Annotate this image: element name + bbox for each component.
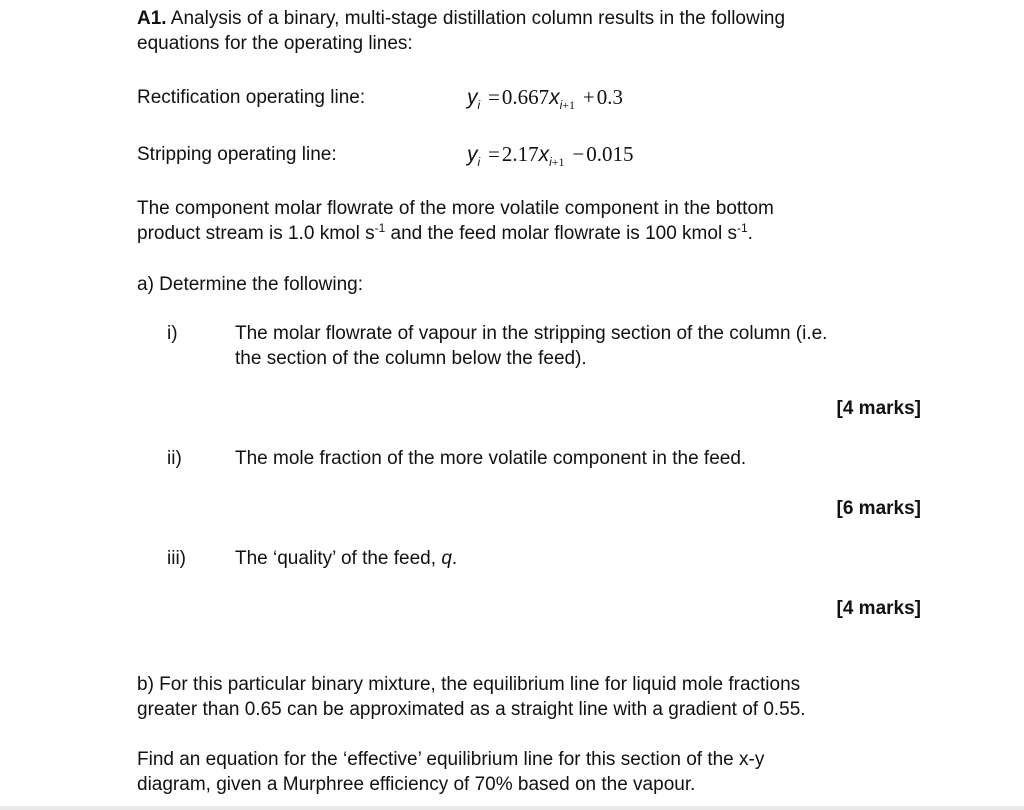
rectification-label: Rectification operating line: (137, 87, 366, 108)
part-a-heading: a) Determine the following: (137, 274, 363, 295)
stripping-equation: $y_i =2.17x_{i+1} -0.015$ (467, 142, 634, 169)
question-label: A1. (137, 8, 167, 29)
item-i-marks: [4 marks] (836, 398, 921, 419)
intro-line-1 (137, 6, 785, 31)
flow-line-2: product stream is 1.0 kmol $s^{-1}$ and the feed molar flowrate is 100 kmol $s^{-1}$. (137, 221, 753, 244)
item-i-numeral: i) (167, 323, 178, 344)
part-b-line-4: diagram, given a Murphree efficiency of 70% based on the vapour. (137, 774, 696, 795)
page-bottom-edge (0, 806, 1024, 810)
item-ii-marks: [6 marks] (836, 498, 921, 519)
flow-line-1: The component molar flowrate of the more volatile component in the bottom (137, 198, 774, 219)
part-b-line-3: Find an equation for the ‘effective’ equilibrium line for this section of the x-y (137, 749, 765, 770)
item-iii-line-1: The ‘quality’ of the feed, q. (235, 548, 458, 569)
intro-line-2: equations for the operating lines: (137, 33, 413, 54)
item-i-line-2: the section of the column below the feed). (235, 348, 587, 369)
part-b-line-2: greater than 0.65 can be approximated as a straight line with a gradient of 0.55. (137, 699, 806, 720)
rectification-equation: $y_i =0.667x_{i+1} +0.3$ (467, 85, 623, 112)
item-iii-marks: [4 marks] (836, 598, 921, 619)
item-ii-numeral: ii) (167, 448, 182, 469)
item-i-line-1: The molar flowrate of vapour in the stripping section of the column (i.e. (235, 323, 828, 344)
item-iii-numeral: iii) (167, 548, 186, 569)
intro-text-1: Analysis of a binary, multi-stage distillation column results in the following (166, 8, 786, 29)
part-b-line-1: b) For this particular binary mixture, the equilibrium line for liquid mole fractions (137, 674, 801, 695)
item-ii-line-1: The mole fraction of the more volatile component in the feed. (235, 448, 747, 469)
stripping-label: Stripping operating line: (137, 144, 337, 165)
